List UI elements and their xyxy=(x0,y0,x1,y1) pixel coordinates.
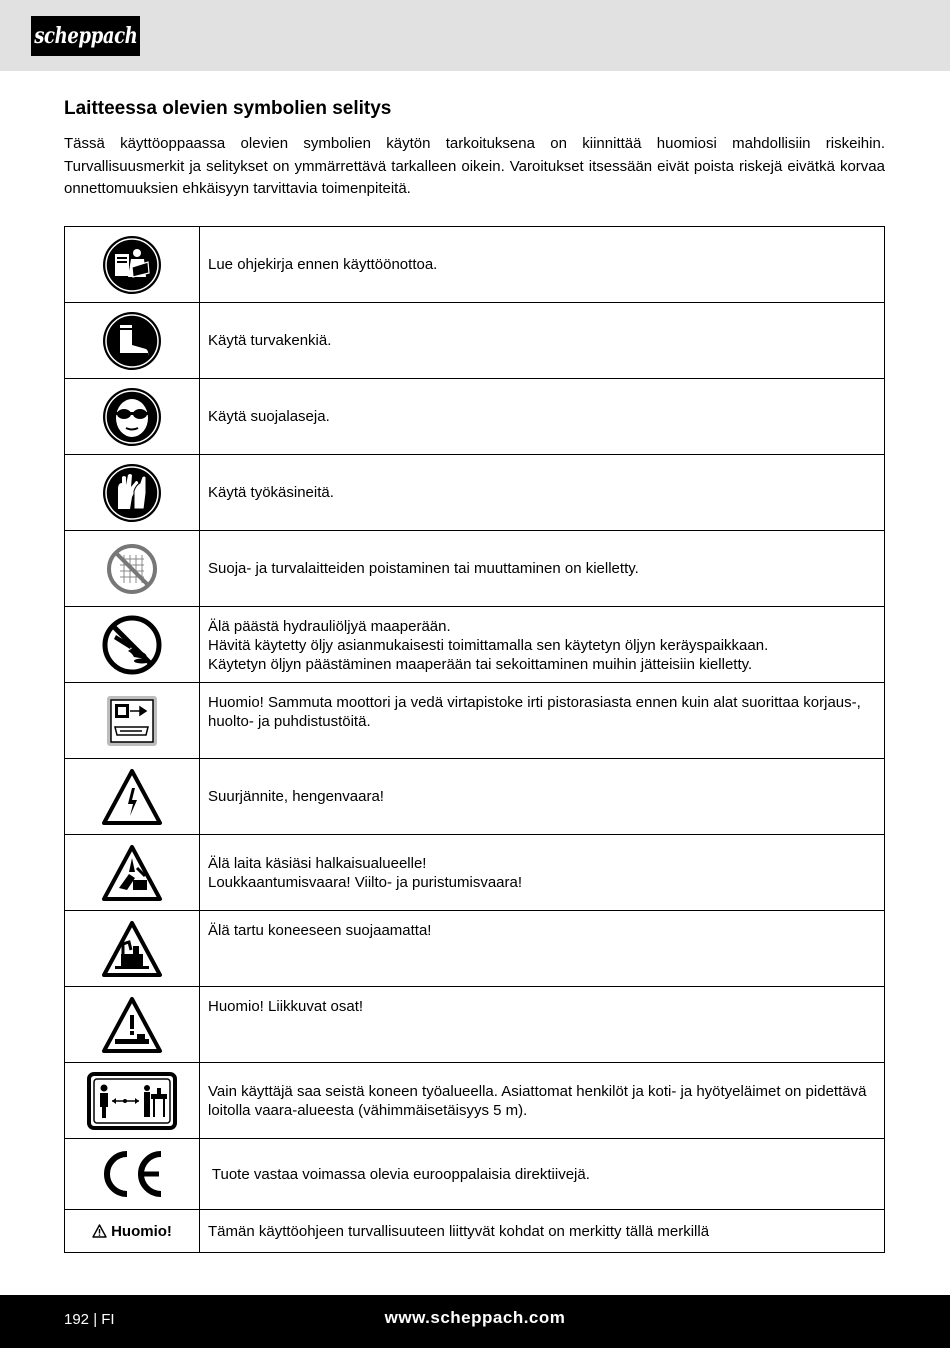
row-line: Suurjännite, hengenvaara! xyxy=(208,788,384,805)
safety-goggles-icon xyxy=(65,379,200,454)
row-text xyxy=(200,987,884,1062)
table-row xyxy=(65,379,884,455)
row-line: Vain käyttäjä saa seistä koneen työalueella. Asiattomat henkilöt ja koti- ja hyötyeläimet on pidettävä loitolla vaara-alueesta (vähimmäisetäisyys 5 m). xyxy=(208,1082,867,1119)
row-text xyxy=(200,683,884,758)
table-row xyxy=(65,303,884,379)
row-text xyxy=(200,531,884,606)
row-line: Loukkaantumisvaara! Viilto- ja puristumisvaara! xyxy=(208,873,523,891)
table-row xyxy=(65,531,884,607)
table-row xyxy=(65,1210,884,1253)
page-header xyxy=(0,0,950,71)
row-text xyxy=(200,759,884,834)
operator-only-zone-icon xyxy=(65,1063,200,1138)
row-line: Älä päästä hydrauliöljyä maaperään. xyxy=(208,618,451,635)
table-row xyxy=(65,683,884,759)
row-text xyxy=(200,1063,884,1138)
row-line: Tuote vastaa voimassa olevia eurooppalaisia direktiivejä. xyxy=(208,1165,590,1183)
section-title: Laitteessa olevien symbolien selitys xyxy=(64,98,392,119)
row-line: Älä tartu koneeseen suojaamatta! xyxy=(208,922,432,939)
row-line: Suoja- ja turvalaitteiden poistaminen tai muuttaminen on kielletty. xyxy=(208,560,639,577)
row-text xyxy=(200,303,884,378)
table-row xyxy=(65,1139,884,1210)
intro-paragraph: Tässä käyttöoppaassa olevien symbolien käytön tarkoituksena on kiinnittää huomiosi mahdollisiin riskeihin. Turvallisuusmerkit ja selitykset on ymmärrettävä tarkalleen oikein. Varoitukset itsessään eivät poista riskejä eivätkä korvaa onnettomuuksien ehkäisyyn tarvittavia toimenpiteitä. xyxy=(64,135,885,197)
page-footer xyxy=(0,1295,950,1348)
row-line: Käytä työkäsineitä. xyxy=(208,484,334,501)
row-line: Älä laita käsiäsi halkaisualueelle! xyxy=(208,854,427,872)
no-guard-removal-icon xyxy=(65,531,200,606)
no-oil-spill-icon xyxy=(65,607,200,682)
table-row xyxy=(65,911,884,987)
row-line: Hävitä käytetty öljy asianmukaisesti toimittamalla sen käytetyn öljyn keräyspaikkaan. xyxy=(208,637,769,654)
row-text xyxy=(200,455,884,530)
row-text xyxy=(200,227,884,302)
table-row xyxy=(65,759,884,835)
unplug-before-maintenance-icon xyxy=(65,683,200,758)
ce-mark-icon xyxy=(65,1139,200,1209)
row-text xyxy=(200,1139,884,1209)
row-text xyxy=(200,379,884,454)
table-row xyxy=(65,1063,884,1139)
table-row xyxy=(65,835,884,911)
row-text xyxy=(200,911,884,986)
read-manual-icon xyxy=(65,227,200,302)
symbol-table xyxy=(64,226,885,1253)
row-line: Huomio! Sammuta moottori ja vedä virtapistoke irti pistorasiasta ennen kuin alat suorittaa korjaus-, huolto- ja puhdistustöitä. xyxy=(208,694,861,730)
table-row xyxy=(65,607,884,683)
row-line: Huomio! Liikkuvat osat! xyxy=(208,998,364,1015)
warning-triangle-icon xyxy=(92,1224,107,1238)
row-line: Käytä suojalaseja. xyxy=(208,408,330,425)
website-link[interactable]: www.scheppach.com xyxy=(384,1308,566,1327)
scheppach-logo xyxy=(31,16,140,56)
page-number: 192 | FI xyxy=(64,1311,115,1328)
warning-label-cell xyxy=(65,1210,200,1252)
row-line: Tämän käyttöohjeen turvallisuuteen liittyvät kohdat on merkitty tällä merkillä xyxy=(208,1222,710,1240)
unguarded-machine-warning-icon xyxy=(65,911,200,986)
table-row xyxy=(65,987,884,1063)
row-text xyxy=(200,607,884,682)
row-text xyxy=(200,835,884,910)
row-line: Lue ohjekirja ennen käyttöönottoa. xyxy=(208,256,438,273)
hand-crush-warning-icon xyxy=(65,835,200,910)
logo-text: scheppach xyxy=(33,23,138,49)
warning-label: Huomio! xyxy=(111,1222,172,1240)
table-row xyxy=(65,455,884,531)
moving-parts-warning-icon xyxy=(65,987,200,1062)
row-text xyxy=(200,1210,884,1252)
work-gloves-icon xyxy=(65,455,200,530)
row-line: Käytä turvakenkiä. xyxy=(208,332,332,349)
table-row xyxy=(65,227,884,303)
safety-boots-icon xyxy=(65,303,200,378)
row-line: Käytetyn öljyn päästäminen maaperään tai sekoittaminen muihin jätteisiin kielletty. xyxy=(208,656,753,673)
high-voltage-warning-icon xyxy=(65,759,200,834)
